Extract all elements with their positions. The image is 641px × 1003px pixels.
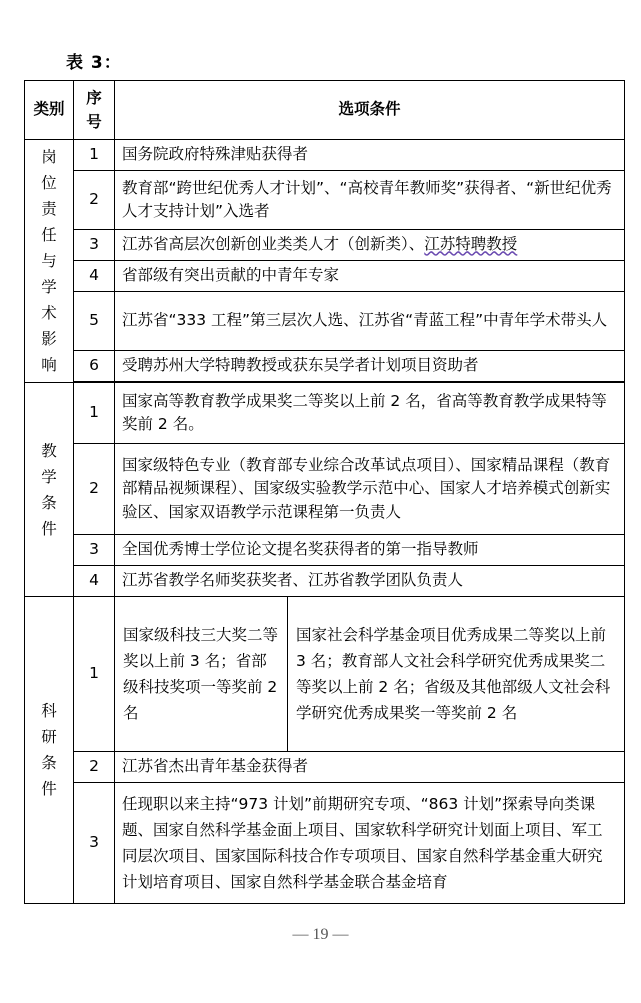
header-conditions: 选项条件 — [115, 81, 625, 140]
condition-text: 任现职以来主持“973 计划”前期研究专项、“863 计划”探索导向类课题、国家自然科学基金面上项目、国家软科学研究计划面上项目、军工同层次项目、国家国际科技合作专项项目、国家自然科学基金重大研究计划培育项目、国家自然科学基金联合基金培育 — [115, 783, 625, 904]
row-number: 4 — [74, 261, 115, 292]
table-row — [25, 292, 625, 351]
header-row — [25, 81, 625, 140]
condition-text-main: 江苏省高层次创新创业类类人才（创新类）、 — [122, 235, 425, 254]
condition-text: 江苏省“333 工程”第三层次人选、江苏省“青蓝工程”中青年学术带头人 — [115, 292, 625, 351]
condition-text: 全国优秀博士学位论文提名奖获得者的第一指导教师 — [115, 535, 625, 566]
conditions-table — [24, 80, 625, 904]
row-number: 5 — [74, 292, 115, 351]
table-row — [25, 597, 625, 752]
condition-text: 江苏省教学名师奖获奖者、江苏省教学团队负责人 — [115, 566, 625, 597]
row-number: 4 — [74, 566, 115, 597]
condition-text: 江苏省杰出青年基金获得者 — [115, 752, 625, 783]
condition-text: 受聘苏州大学特聘教授或获东吴学者计划项目资助者 — [115, 351, 625, 382]
condition-text: 国家级特色专业（教育部专业综合改革试点项目）、国家精品课程（教育部精品视频课程）、国家级实验教学示范中心、国家人才培养模式创新实验区、国家双语教学示范课程第一负责人 — [115, 444, 625, 535]
row-number: 1 — [74, 140, 115, 171]
table-row — [25, 171, 625, 230]
row-number: 3 — [74, 783, 115, 904]
condition-text-social-science: 国家社会科学基金项目优秀成果二等奖以上前 3 名；教育部人文社会科学研究优秀成果奖二等奖以上前 2 名；省级及其他部级人文社会科学研究优秀成果奖一等奖前 2 名 — [288, 597, 625, 752]
category-cell: 岗位责任与学术影响 — [25, 140, 74, 383]
table-row — [25, 140, 625, 171]
header-category: 类别 — [25, 81, 74, 140]
row-number: 6 — [74, 351, 115, 382]
condition-text: 教育部“跨世纪优秀人才计划”、“高校青年教师奖”获得者、“新世纪优秀人才支持计划”入选者 — [115, 171, 625, 230]
row-number: 1 — [74, 597, 115, 752]
condition-text-science: 国家级科技三大奖二等奖以上前 3 名；省部级科技奖项一等奖前 2 名 — [115, 597, 288, 752]
category-cell: 教学条件 — [25, 383, 74, 597]
category-cell: 科研条件 — [25, 597, 74, 904]
condition-text: 国务院政府特殊津贴获得者 — [115, 140, 625, 171]
condition-text — [115, 230, 625, 261]
row-number: 2 — [74, 171, 115, 230]
table-row — [25, 351, 625, 382]
table-row — [25, 752, 625, 783]
condition-text: 国家高等教育教学成果奖二等奖以上前 2 名，省高等教育教学成果特等奖前 2 名。 — [115, 383, 625, 444]
table-row — [25, 444, 625, 535]
row-number: 3 — [74, 230, 115, 261]
condition-text-underlined: 江苏特聘教授 — [424, 235, 518, 254]
row-number: 2 — [74, 444, 115, 535]
row-number: 2 — [74, 752, 115, 783]
table-row — [25, 230, 625, 261]
table-row — [25, 566, 625, 597]
row-number: 3 — [74, 535, 115, 566]
table-row — [25, 535, 625, 566]
condition-text: 省部级有突出贡献的中青年专家 — [115, 261, 625, 292]
page-number: — 19 — — [292, 926, 349, 943]
table-row — [25, 383, 625, 444]
row-number: 1 — [74, 383, 115, 444]
header-number: 序号 — [74, 81, 115, 140]
table-row — [25, 783, 625, 904]
table-label: 表 3： — [66, 53, 122, 73]
table-row — [25, 261, 625, 292]
